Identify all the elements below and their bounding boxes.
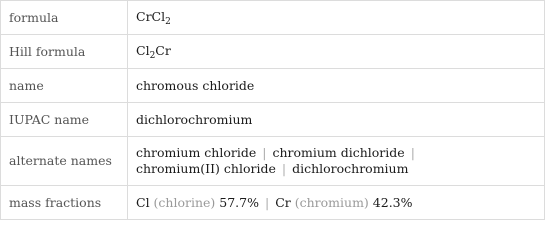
row-label-alternate-names: alternate names (1, 137, 128, 186)
formula-text: CrCl (136, 8, 166, 24)
formula-subscript: 2 (165, 16, 171, 27)
mass-percent: 42.3% (372, 194, 413, 210)
row-label-formula: formula (1, 1, 128, 35)
name-value: chromous chloride (128, 69, 545, 103)
hill-formula-text-2: Cr (155, 42, 171, 58)
iupac-name-value: dichlorochromium (128, 103, 545, 137)
table-row-formula (1, 1, 545, 35)
separator: | (281, 161, 287, 176)
separator: | (265, 194, 270, 210)
table-row-alternate-names (1, 137, 545, 186)
table-row-hill-formula (1, 35, 545, 69)
alternate-name: dichlorochromium (292, 161, 409, 176)
mass-fractions-value (128, 186, 545, 220)
table-row-iupac-name (1, 103, 545, 137)
element-symbol: Cr (275, 194, 291, 210)
element-symbol: Cl (136, 194, 150, 210)
row-label-name: name (1, 69, 128, 103)
alternate-name: chromium dichloride (272, 145, 405, 160)
row-label-iupac-name: IUPAC name (1, 103, 128, 137)
element-name: (chlorine) (153, 194, 216, 210)
table-row-mass-fractions (1, 186, 545, 220)
hill-formula-value (128, 35, 545, 69)
alternate-name: chromium chloride (136, 145, 257, 160)
row-label-mass-fractions: mass fractions (1, 186, 128, 220)
separator: | (262, 145, 267, 160)
mass-percent: 57.7% (219, 194, 259, 210)
element-name: (chromium) (294, 194, 369, 210)
alternate-names-value (128, 137, 545, 186)
row-label-hill-formula: Hill formula (1, 35, 128, 69)
hill-formula-subscript: 2 (149, 50, 156, 61)
formula-value (128, 1, 545, 35)
alternate-name: chromium(II) chloride (136, 161, 276, 176)
table-row-name (1, 69, 545, 103)
separator: | (410, 145, 415, 160)
hill-formula-text-1: Cl (136, 42, 150, 58)
